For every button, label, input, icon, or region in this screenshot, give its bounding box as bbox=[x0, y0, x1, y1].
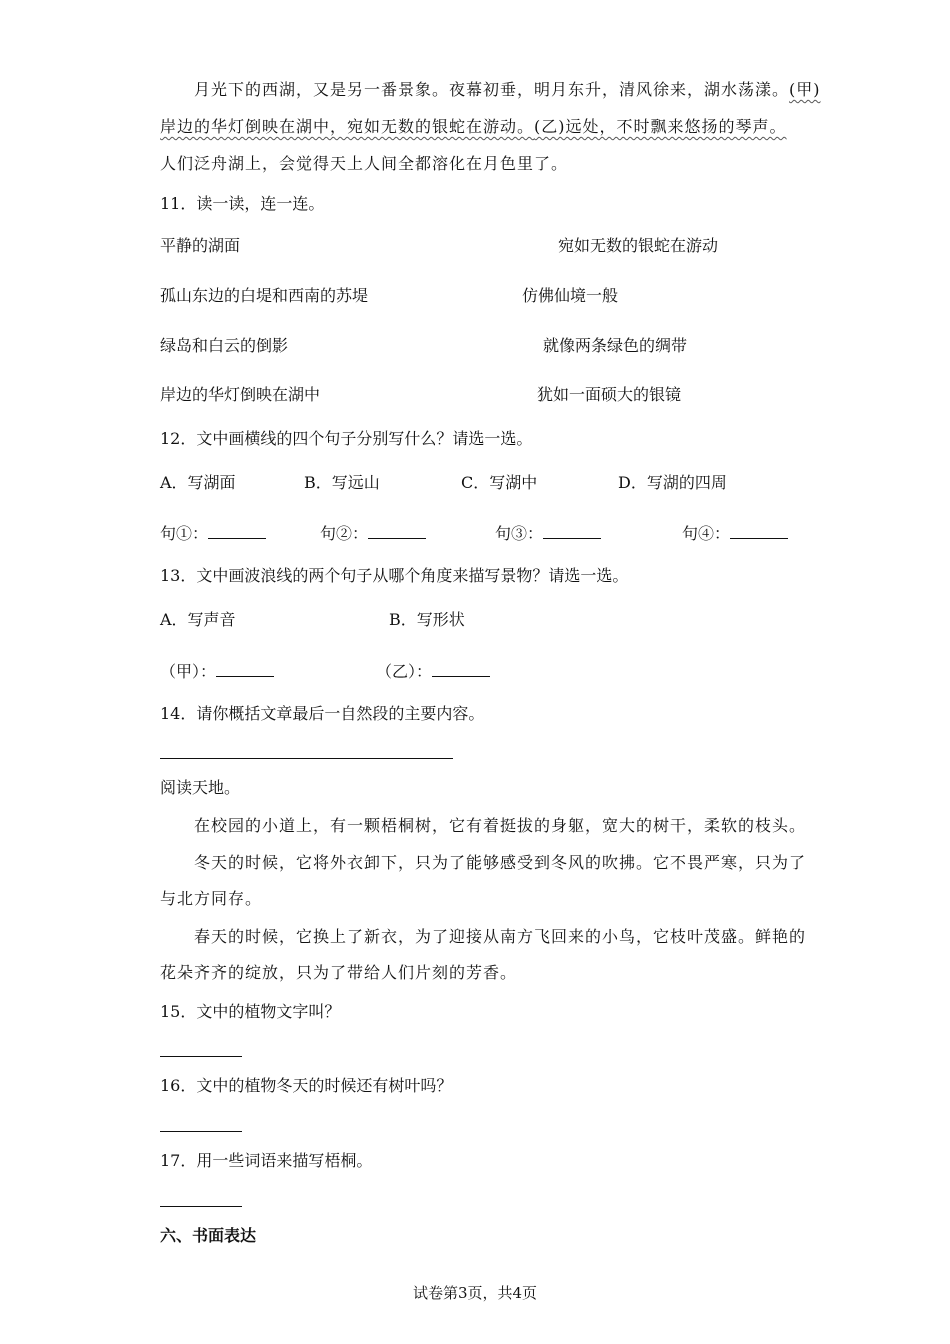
q11-left-2: 孤山东边的白堤和西南的苏堤 bbox=[160, 286, 369, 305]
q11-left-4: 岸边的华灯倒映在湖中 bbox=[160, 385, 321, 404]
passage2-p2-line1: 冬天的时候，它将外衣卸下，只为了能够感受到冬风的吹拂。它不畏严寒，只为了 bbox=[194, 853, 807, 872]
q16-prompt: 16．文中的植物冬天的时候还有树叶吗？ bbox=[160, 1076, 453, 1095]
q12-blank-1[interactable] bbox=[160, 522, 266, 544]
q12-option-c: C．写湖中 bbox=[461, 473, 538, 492]
q12-blank-label-3: 句③： bbox=[495, 524, 544, 543]
q13-option-a: A．写声音 bbox=[160, 610, 236, 629]
q12-blank-label-4: 句④： bbox=[682, 524, 731, 543]
q14-prompt: 14．请你概括文章最后一自然段的主要内容。 bbox=[160, 704, 485, 723]
q17-prompt: 17．用一些词语来描写梧桐。 bbox=[160, 1151, 373, 1170]
passage2-p3-line1: 春天的时候，它换上了新衣，为了迎接从南方飞回来的小鸟，它枝叶茂盛。鲜艳的 bbox=[194, 927, 807, 946]
q15-answer-line[interactable] bbox=[160, 1056, 242, 1057]
answer-line[interactable] bbox=[432, 660, 490, 677]
section-title: 阅读天地。 bbox=[160, 778, 241, 797]
q16-answer-line[interactable] bbox=[160, 1131, 242, 1132]
q13-blank-label-yi: （乙）： bbox=[376, 662, 433, 681]
q13-blank-yi[interactable] bbox=[376, 660, 490, 682]
q12-option-d: D．写湖的四周 bbox=[618, 473, 727, 492]
passage2-p1: 在校园的小道上，有一颗梧桐树，它有着挺拔的身躯，宽大的树干，柔软的枝头。 bbox=[194, 816, 807, 835]
q13-option-b: B．写形状 bbox=[389, 610, 465, 629]
q12-blank-2[interactable] bbox=[320, 522, 426, 544]
q11-left-1: 平静的湖面 bbox=[160, 236, 241, 255]
passage1-line1: 月光下的西湖，又是另一番景象。夜幕初垂，明月东升，清风徐来，湖水荡漾。(甲) bbox=[194, 80, 821, 99]
q12-blank-label-2: 句②： bbox=[320, 524, 369, 543]
q11-right-4: 犹如一面硕大的银镜 bbox=[537, 385, 682, 404]
passage2-p3-line2: 花朵齐齐的绽放，只为了带给人们片刻的芳香。 bbox=[160, 963, 518, 982]
q12-option-a: A．写湖面 bbox=[160, 473, 236, 492]
q11-right-3: 就像两条绿色的绸带 bbox=[543, 336, 688, 355]
passage2-p2-line2: 与北方同存。 bbox=[160, 889, 263, 908]
q13-blank-jia[interactable] bbox=[160, 660, 274, 682]
passage1-line2 bbox=[160, 117, 787, 137]
passage1-line3: 人们泛舟湖上，会觉得天上人间全都溶化在月色里了。 bbox=[160, 154, 569, 173]
q12-option-b: B．写远山 bbox=[304, 473, 380, 492]
answer-line[interactable] bbox=[730, 522, 788, 539]
q11-right-2: 仿佛仙境一般 bbox=[522, 286, 619, 305]
q17-answer-line[interactable] bbox=[160, 1206, 242, 1207]
answer-line[interactable] bbox=[543, 522, 601, 539]
q12-blank-label-1: 句①： bbox=[160, 524, 209, 543]
answer-line[interactable] bbox=[368, 522, 426, 539]
q12-blank-4[interactable] bbox=[682, 522, 788, 544]
q12-blank-3[interactable] bbox=[495, 522, 601, 544]
q13-prompt: 13．文中画波浪线的两个句子从哪个角度来描写景物？请选一选。 bbox=[160, 566, 629, 585]
part6-title: 六、书面表达 bbox=[160, 1226, 257, 1245]
answer-line[interactable] bbox=[216, 660, 274, 677]
q11-prompt: 11．读一读，连一连。 bbox=[160, 194, 325, 213]
answer-line[interactable] bbox=[208, 522, 266, 539]
q11-left-3: 绿岛和白云的倒影 bbox=[160, 336, 289, 355]
wavy-sentence-jia: 岸边的华灯倒映在湖中，宛如无数的银蛇在游动。 bbox=[160, 117, 535, 136]
q12-prompt: 12．文中画横线的四个句子分别写什么？请选一选。 bbox=[160, 429, 533, 448]
q11-right-1: 宛如无数的银蛇在游动 bbox=[558, 236, 719, 255]
wavy-mark-jia: (甲) bbox=[789, 80, 821, 99]
q13-blank-label-jia: （甲）： bbox=[160, 662, 217, 681]
page-footer: 试卷第3页，共4页 bbox=[412, 1284, 538, 1302]
wavy-sentence-yi: (乙)远处，不时飘来悠扬的琴声。 bbox=[534, 117, 787, 136]
q15-prompt: 15．文中的植物文字叫？ bbox=[160, 1002, 341, 1021]
q14-answer-line[interactable] bbox=[160, 758, 453, 759]
